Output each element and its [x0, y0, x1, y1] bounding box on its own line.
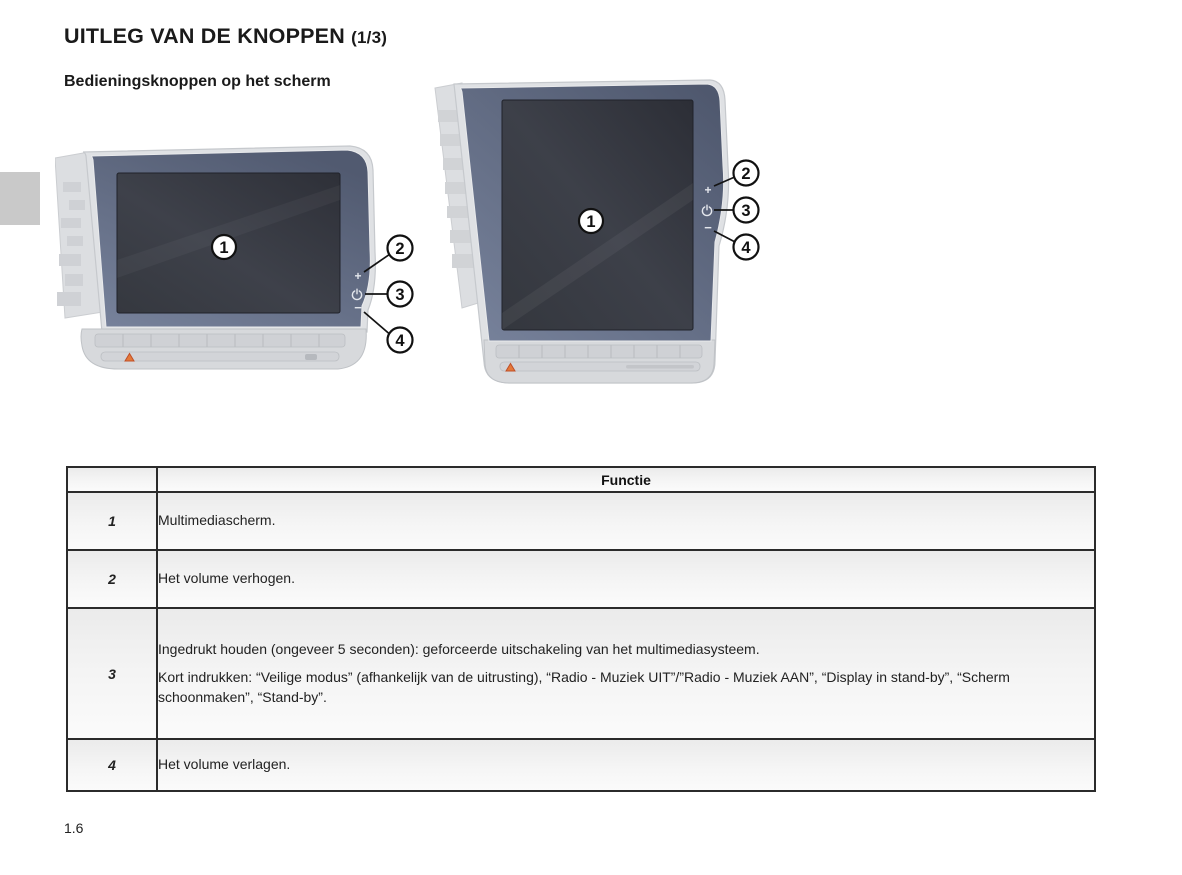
header-functie-cell: Functie — [157, 467, 1095, 492]
callout-screen — [212, 235, 236, 259]
table-header-row — [67, 467, 1095, 492]
header-blank-cell — [67, 467, 157, 492]
section-tab — [0, 172, 40, 225]
callout-power — [388, 282, 413, 307]
svg-text:1: 1 — [586, 212, 596, 231]
page-subtitle: Bedieningsknoppen op het scherm — [64, 73, 331, 90]
dashboard-panel — [484, 340, 715, 383]
functions-table — [66, 466, 1096, 792]
svg-text:2: 2 — [395, 239, 405, 258]
callout-power — [734, 198, 759, 223]
page-title-suffix: (1/3) — [351, 28, 388, 47]
table-row — [67, 739, 1095, 791]
description-line: Multimediascherm. — [158, 512, 276, 529]
row-number: 3 — [67, 608, 157, 739]
svg-text:4: 4 — [741, 238, 751, 257]
row-description — [157, 608, 1095, 739]
page-title-text: UITLEG VAN DE KNOPPEN — [64, 24, 345, 48]
callout-volume-up — [388, 236, 413, 261]
table-row — [67, 608, 1095, 739]
description-line: Het volume verlagen. — [158, 756, 291, 773]
row-description — [157, 492, 1095, 550]
panel-slit — [626, 365, 694, 369]
volume-down-symbol: − — [354, 300, 362, 315]
callout-screen — [579, 209, 603, 233]
svg-text:1: 1 — [219, 238, 229, 257]
row-number: 4 — [67, 739, 157, 791]
svg-text:3: 3 — [741, 201, 751, 220]
volume-up-symbol: + — [704, 183, 712, 197]
illustration-portrait-display — [430, 78, 770, 398]
svg-text:3: 3 — [395, 285, 405, 304]
description-line: Ingedrukt houden (ongeveer 5 seconden): geforceerde uitschakeling van het multimediasysteem. — [158, 641, 760, 658]
dashboard-panel — [81, 329, 366, 369]
page-number: 1.6 — [64, 820, 84, 836]
row-number: 1 — [67, 492, 157, 550]
volume-down-symbol: − — [704, 220, 712, 235]
volume-up-symbol: + — [354, 269, 362, 283]
svg-text:4: 4 — [395, 331, 405, 350]
table-row — [67, 492, 1095, 550]
illustration-landscape-display — [55, 140, 425, 380]
callout-volume-down — [388, 328, 413, 353]
panel-button — [305, 354, 317, 360]
page-title — [64, 24, 387, 49]
page-header — [64, 24, 387, 91]
table-row — [67, 550, 1095, 608]
callout-volume-down — [734, 235, 759, 260]
svg-text:2: 2 — [741, 164, 751, 183]
row-number: 2 — [67, 550, 157, 608]
callout-volume-up — [734, 161, 759, 186]
row-description — [157, 550, 1095, 608]
row-description — [157, 739, 1095, 791]
description-line: Het volume verhogen. — [158, 570, 295, 587]
description-line: Kort indrukken: “Veilige modus” (afhankelijk van de uitrusting), “Radio - Muziek UIT”/”Radio - Muziek AAN”, “Display in stand-by”, “Scherm schoonmaken”, “Stand-by”. — [158, 669, 1010, 705]
vent-slots — [496, 345, 702, 358]
vent-slots — [95, 334, 345, 347]
